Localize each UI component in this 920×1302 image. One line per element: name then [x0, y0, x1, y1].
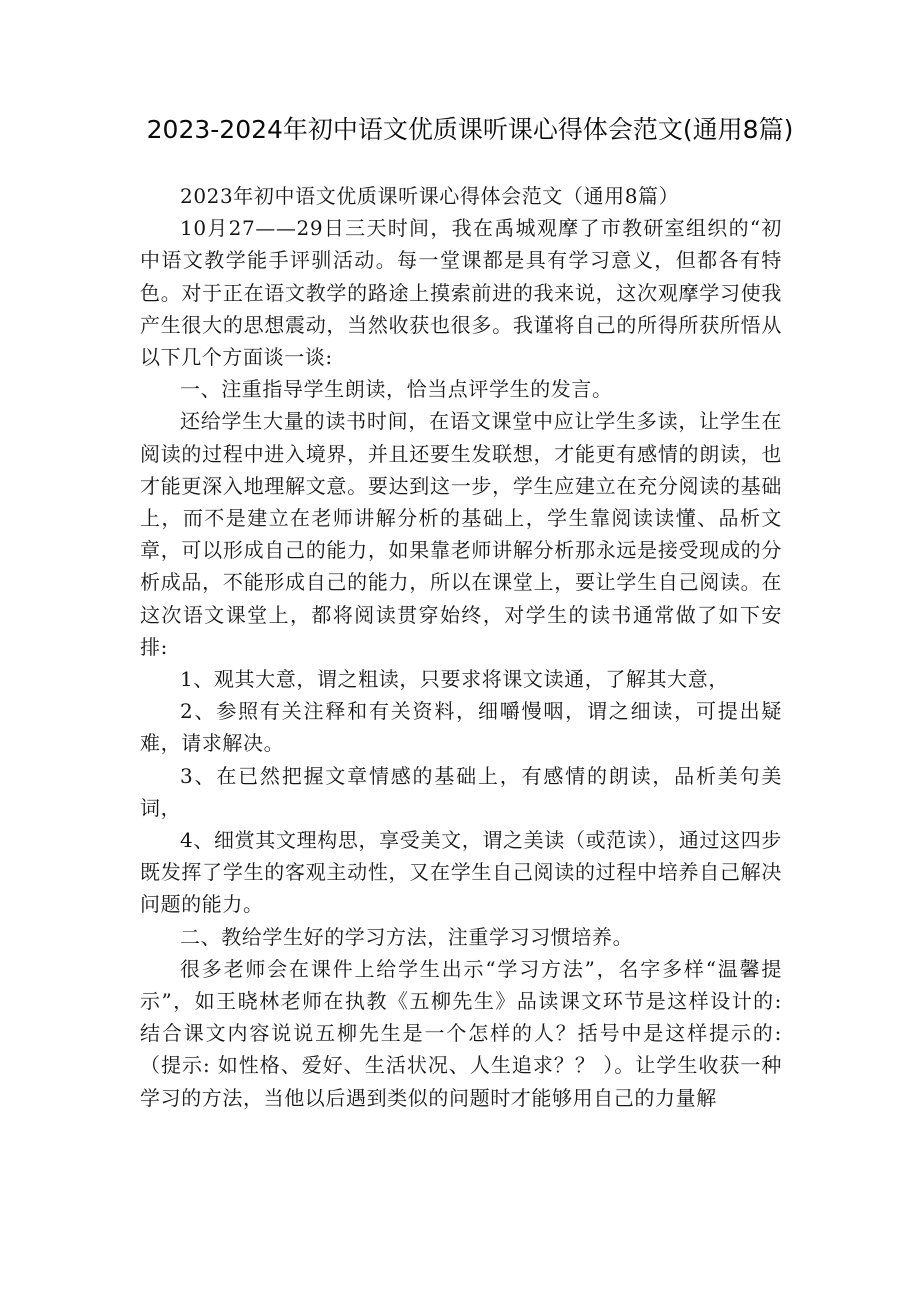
- intro-paragraph: 10月27——29日三天时间，我在禹城观摩了市教研室组织的“初中语文教学能手评驯活动。每一堂课都是具有学习意义，但都各有特色。对于正在语文教学的路途上摸索前进的我来说，这次观摩学习使我产生很大的思想震动，当然收获也很多。我谨将自己的所得所获所悟从以下几个方面谈一谈:: [140, 216, 782, 370]
- document-title: 2023-2024年初中语文优质课听课心得体会范文(通用8篇): [146, 115, 794, 144]
- list-item-three: 3、在已然把握文章情感的基础上，有感情的朗读，品析美句美词，: [140, 763, 782, 820]
- subtitle-paragraph: 2023年初中语文优质课听课心得体会范文（通用8篇）: [180, 184, 680, 208]
- list-item-one: 1、观其大意，谓之粗读，只要求将课文读通，了解其大意，: [180, 667, 729, 692]
- body-paragraph: 还给学生大量的读书时间，在语文课堂中应让学生多读，让学生在阅读的过程中进入境界，并且还要生发联想，才能更有感情的朗读，也才能更深入地理解文意。要达到这一步，学生应建立在充分阅读的基础上，而不是建立在老师讲解分析的基础上，学生靠阅读读懂、品析文章，可以形成自己的能力，如果靠老师讲解分析那永远是接受现成的分析成品，不能形成自己的能力，所以在课堂上，要让学生自己阅读。在这次语文课堂上，都将阅读贯穿始终，对学生的读书通常做了如下安排:: [140, 409, 782, 659]
- document-body: [140, 180, 782, 1114]
- list-item-four: 4、细赏其文理构思，享受美文，谓之美读（或范读），通过这四步既发挥了学生的客观主动性，又在学生自己阅读的过程中培养自己解决问题的能力。: [140, 828, 782, 917]
- section-heading-one: 一、注重指导学生朗读，恰当点评学生的发言。: [180, 377, 613, 402]
- body-paragraph: 很多老师会在课件上给学生出示“学习方法”，名字多样“温馨提示”，如王晓林老师在执教《五柳先生》品读课文环节是这样设计的: 结合课文内容说说五柳先生是一个怎样的人？括号中是这样提示的:（提示: 如性格、爱好、生活状况、人生追求？？ ）。让学生收获一种学习的方法，当他以后遇到类似的问题时才能够用自己的力量解: [140, 956, 782, 1110]
- list-item-two: 2、参照有关注释和有关资料，细嚼慢咽，谓之细读，可提出疑难，请求解决。: [140, 699, 782, 756]
- section-heading-two: 二、教给学生好的学习方法，注重学习习惯培养。: [180, 924, 634, 949]
